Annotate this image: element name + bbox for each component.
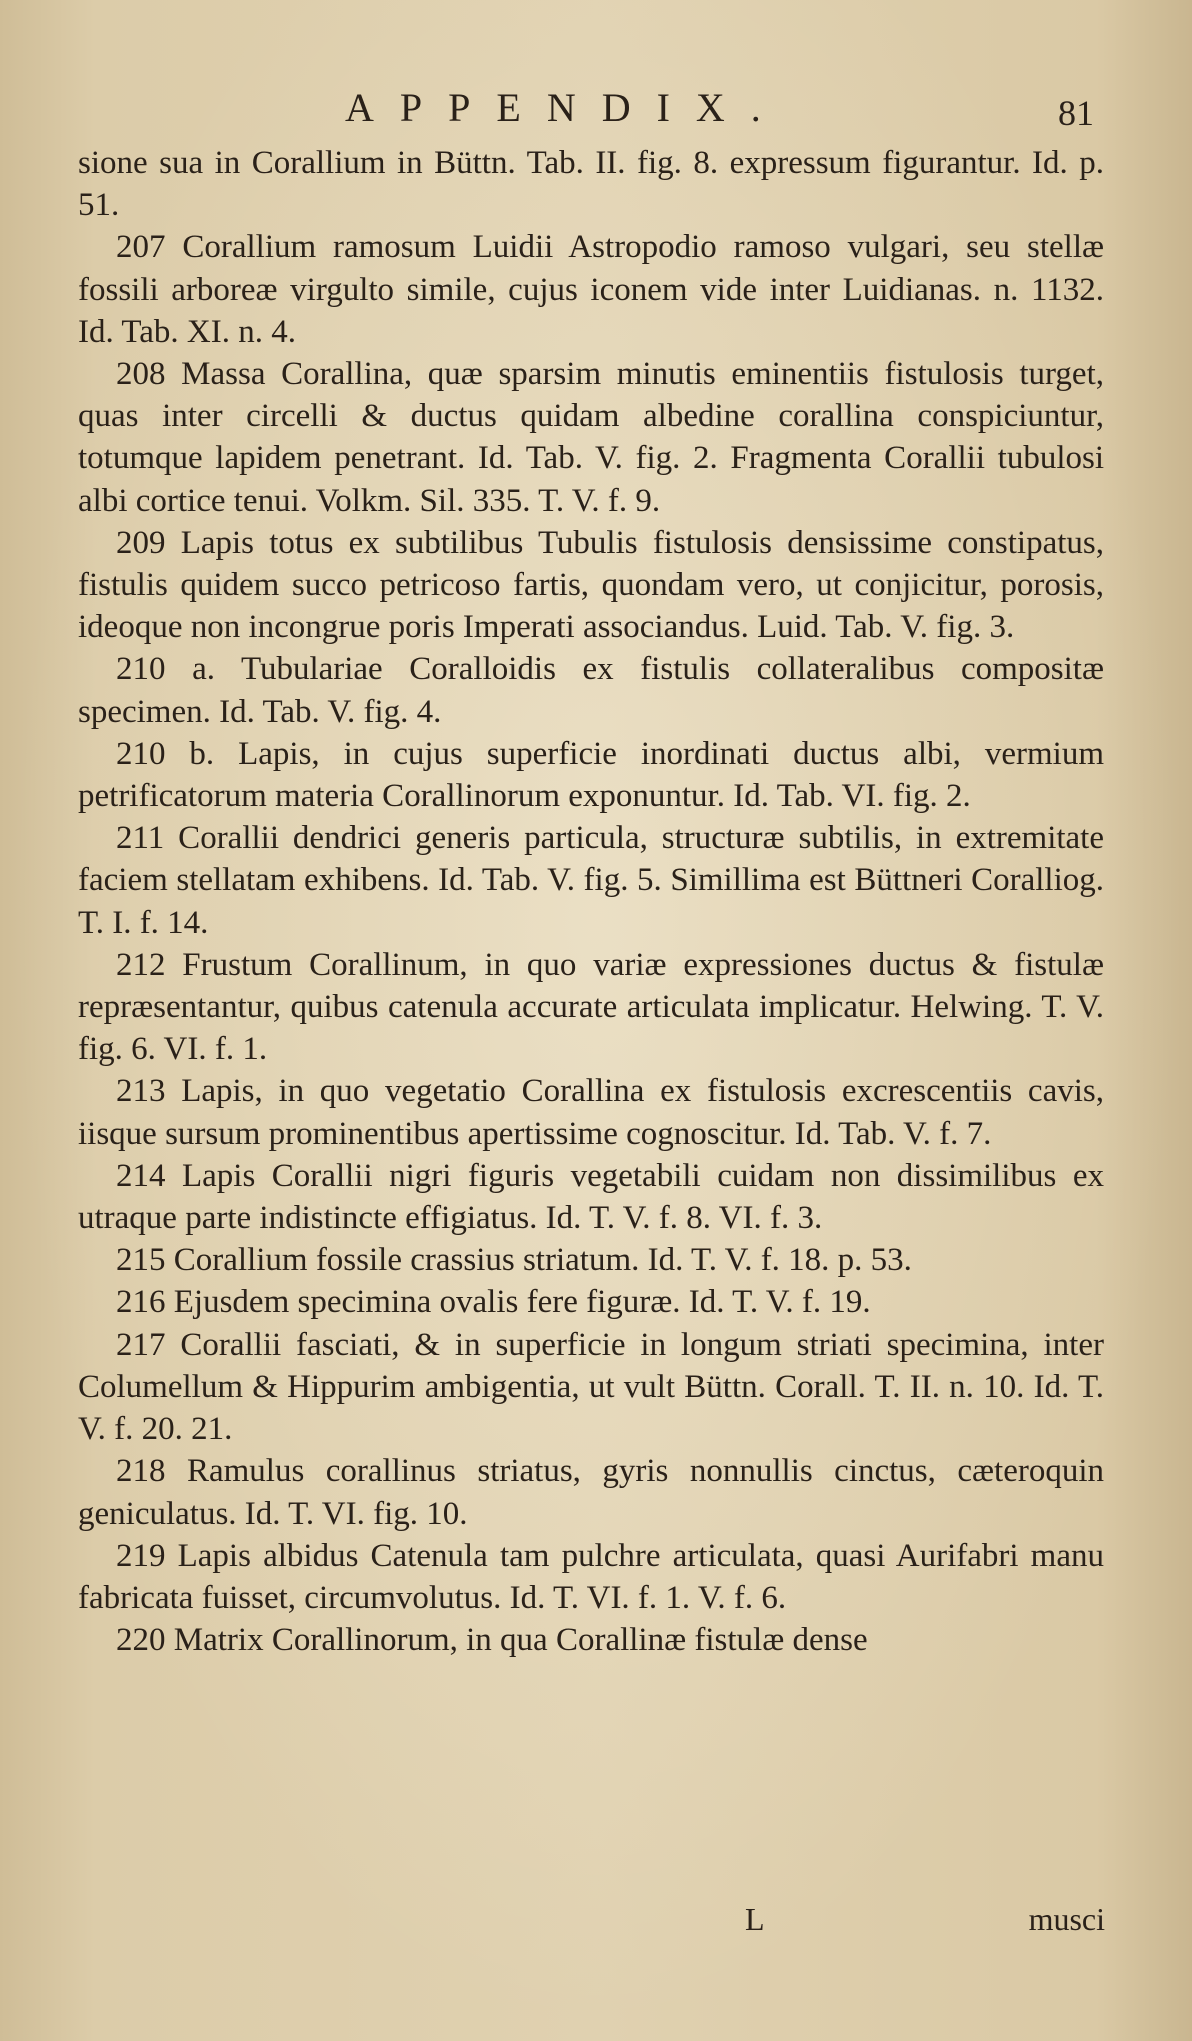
entry-218: 218 Ramulus corallinus striatus, gyris nonnullis cinctus, cæteroquin geniculatus. Id. T. VI. fig. 10.	[78, 1453, 1104, 1532]
signature-mark: L	[745, 1901, 765, 1937]
catchword: musci	[1028, 1901, 1105, 1937]
entry-208: 208 Massa Corallina, quæ sparsim minutis eminentiis fistulosis turget, quas inter circelli & ductus quidam albedine corallina conspiciuntur, totumque lapidem penetrant. Id. Tab. V. fig. 2. Fragmenta Corallii tubulosi albi cortice tenui. Volkm. Sil. 335. T. V. f. 9.	[78, 356, 1104, 519]
page-number: 81	[1058, 93, 1094, 133]
entry-210b: 210 b. Lapis, in cujus superficie inordinati ductus albi, vermium petrificatorum materia Corallinorum exponuntur. Id. Tab. VI. fig. 2.	[78, 735, 1104, 815]
entry-215: 215 Corallium fossile crassius striatum. Id. T. V. f. 18. p. 53.	[116, 1242, 912, 1279]
page-body	[78, 142, 1104, 1661]
entry-214: 214 Lapis Corallii nigri figuris vegetabili cuidam non dissimilibus ex utraque parte indistincte effigiatus. Id. T. V. f. 8. VI. f. 3.	[78, 1157, 1104, 1237]
entry-219: 219 Lapis albidus Catenula tam pulchre articulata, quasi Aurifabri manu fabricata fuisset, circumvolutus. Id. T. VI. f. 1. V. f. 6.	[78, 1537, 1104, 1616]
entry-212: 212 Frustum Corallinum, in quo variæ expressiones ductus & fistulæ repræsentantur, quibus catenula accurate articulata implicatur. Helwing. T. V. fig. 6. VI. f. 1.	[78, 946, 1104, 1068]
entry-217: 217 Corallii fasciati, & in superficie in longum striati specimina, inter Columellum & Hippurim ambigentia, ut vult Büttn. Corall. T. II. n. 10. Id. T. V. f. 20. 21.	[78, 1326, 1104, 1448]
entry-211: 211 Corallii dendrici generis particula, structuræ subtilis, in extremitate faciem stellatam exhibens. Id. Tab. V. fig. 5. Simillima est Büttneri Coralliog. T. I. f. 14.	[78, 820, 1104, 941]
paragraph-continuation: sione sua in Corallium in Büttn. Tab. II. fig. 8. expressum figurantur. Id. p. 51.	[78, 145, 1104, 224]
entry-210a: 210 a. Tubulariae Coralloidis ex fistulis collateralibus compositæ specimen. Id. Tab. V. fig. 4.	[78, 651, 1104, 730]
entry-213: 213 Lapis, in quo vegetatio Corallina ex fistulosis excrescentiis cavis, iisque sursum prominentibus apertissime cognoscitur. Id. Tab. V. f. 7.	[78, 1073, 1104, 1152]
entry-216: 216 Ejusdem specimina ovalis fere figuræ. Id. T. V. f. 19.	[116, 1284, 871, 1321]
running-head: APPENDIX.	[345, 85, 787, 130]
entry-220: 220 Matrix Corallinorum, in qua Corallinæ fistulæ dense	[116, 1622, 868, 1659]
entry-207: 207 Corallium ramosum Luidii Astropodio ramoso vulgari, seu stellæ fossili arboreæ virgulto simile, cujus iconem vide inter Luidianas. n. 1132. Id. Tab. XI. n. 4.	[78, 229, 1104, 350]
entry-209: 209 Lapis totus ex subtilibus Tubulis fistulosis densissime constipatus, fistulis quidem succo petricoso fartis, quondam vero, ut conjicitur, porosis, ideoque non incongrue poris Imperati associandus. Luid. Tab. V. fig. 3.	[78, 524, 1104, 646]
